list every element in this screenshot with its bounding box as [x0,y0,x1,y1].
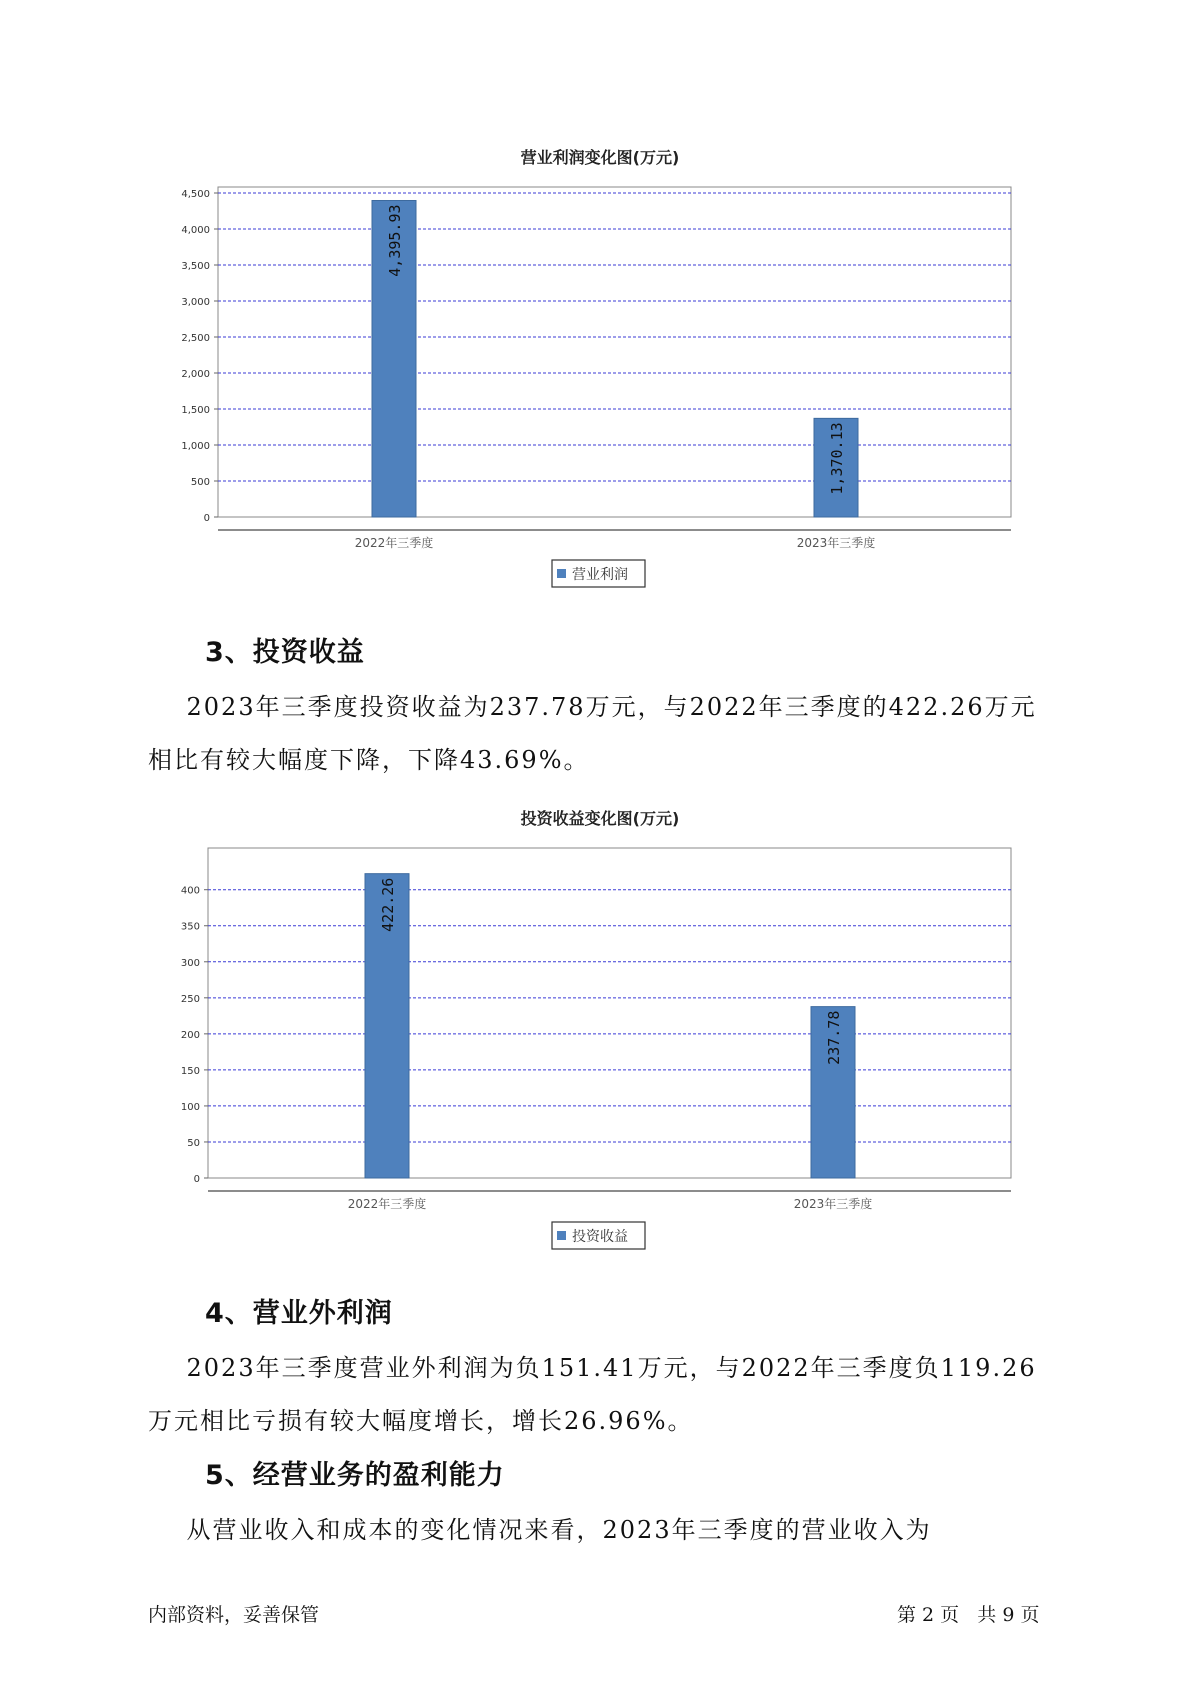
y-tick-label: 50 [187,1137,200,1149]
chart-title: 营业利润变化图(万元) [520,148,680,167]
y-tick-label: 2,000 [181,369,210,380]
legend-label: 投资收益 [572,1229,628,1245]
y-tick-label: 350 [180,921,200,933]
x-tick-label: 2022年三季度 [354,536,434,550]
section-4-para-line1: 2023年三季度营业外利润为负151.41万元，与2022年三季度负119.26 [148,1354,1037,1382]
y-tick-label: 2,500 [181,333,210,344]
footer-page-number: 第 2 页 共 9 页 [897,1604,1040,1626]
y-tick-label: 200 [180,1029,200,1041]
bar-value-label: 1,370.13 [828,422,846,495]
y-tick-label: 3,500 [181,261,210,272]
y-tick-label: 0 [203,513,210,524]
y-tick-label: 0 [193,1174,200,1185]
section-4-para-line2: 万元相比亏损有较大幅度增长，增长26.96%。 [148,1407,694,1435]
section-5-para-line1: 从营业收入和成本的变化情况来看，2023年三季度的营业收入为 [148,1516,932,1544]
y-tick-label: 100 [180,1101,200,1113]
y-tick-label: 400 [180,885,200,897]
y-tick-label: 250 [180,993,200,1005]
plot-frame [208,848,1011,1178]
section-3-para-line2: 相比有较大幅度下降，下降43.69%。 [148,746,590,774]
y-tick-label: 4,000 [181,225,210,236]
section-4-heading: 4、营业外利润 [205,1298,393,1329]
y-tick-label: 300 [180,957,200,969]
x-tick-label: 2022年三季度 [347,1197,427,1211]
y-tick-label: 500 [190,477,210,488]
y-tick-label: 1,000 [181,441,210,452]
legend-label: 营业利润 [572,567,628,583]
y-tick-label: 4,500 [181,189,210,200]
y-tick-label: 3,000 [181,297,210,308]
section-5-heading: 5、经营业务的盈利能力 [205,1460,505,1491]
bar-value-label: 422.26 [379,877,397,932]
legend-swatch [557,1231,566,1240]
x-tick-label: 2023年三季度 [796,536,876,550]
legend [552,1222,645,1249]
bar-value-label: 237.78 [825,1010,843,1065]
chart-title: 投资收益变化图(万元) [520,809,680,828]
bar-value-label: 4,395.93 [386,204,404,277]
y-tick-label: 150 [180,1065,200,1077]
y-tick-label: 1,500 [181,405,210,416]
footer-left: 内部资料，妥善保管 [148,1604,320,1626]
x-tick-label: 2023年三季度 [793,1197,873,1211]
section-3-para-line1: 2023年三季度投资收益为237.78万元，与2022年三季度的422.26万元 [148,693,1037,721]
section-3-heading: 3、投资收益 [205,637,365,668]
